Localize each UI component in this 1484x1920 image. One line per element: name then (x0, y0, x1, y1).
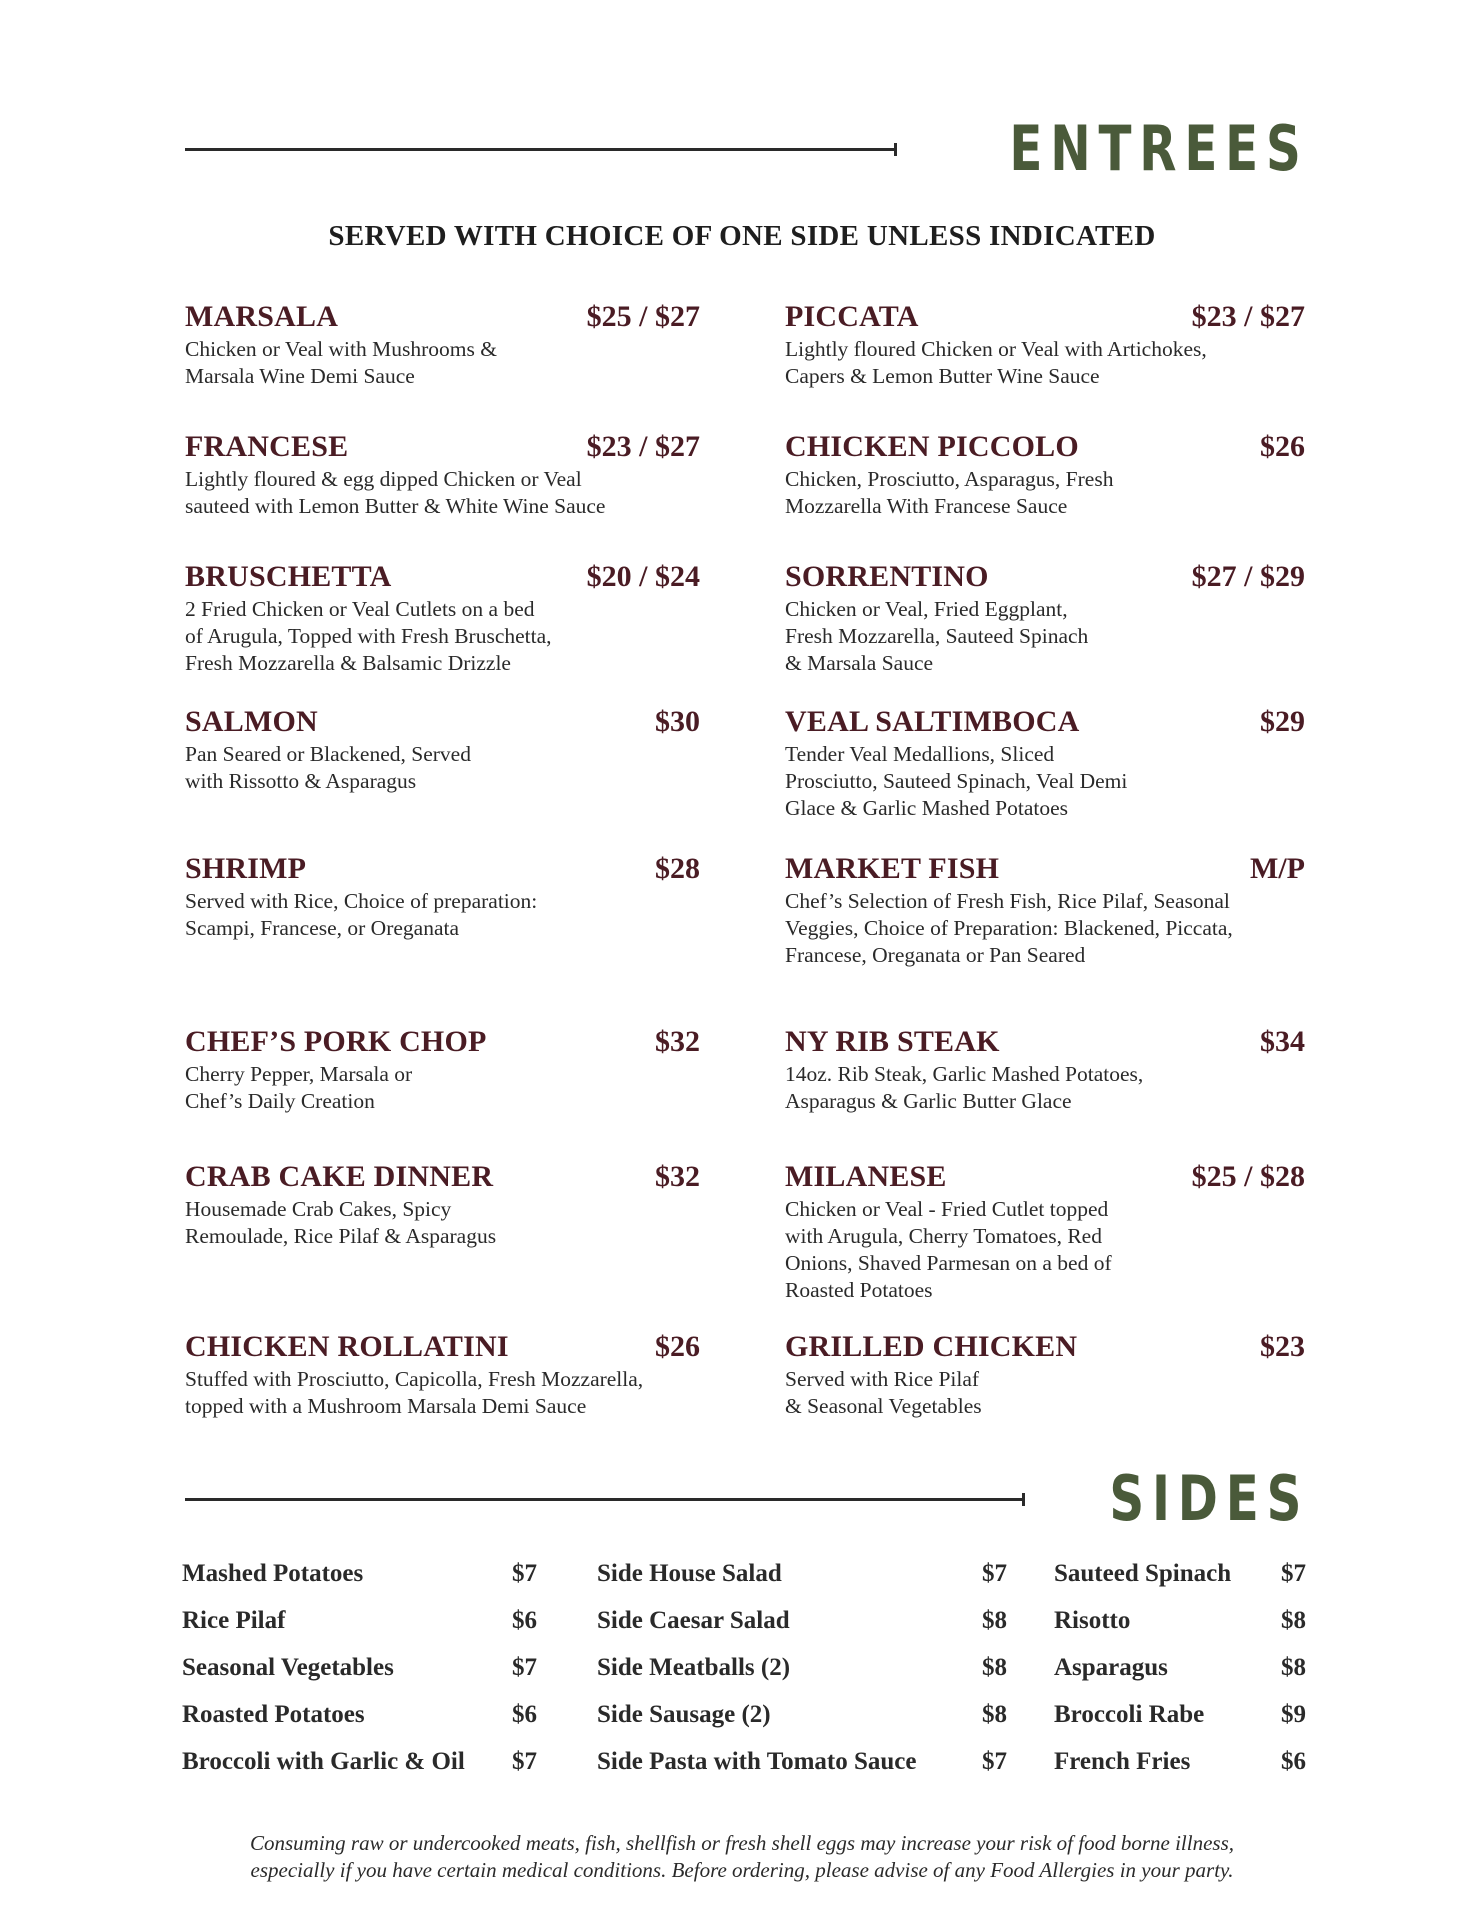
sides-column (597, 1560, 1007, 1795)
entree-item (185, 705, 700, 795)
entree-description: Chicken or Veal, Fried Eggplant, Fresh Mozzarella, Sauteed Spinach & Marsala Sauce (785, 597, 1089, 675)
entree-item (185, 852, 700, 942)
entree-description: Chicken or Veal - Fried Cutlet topped with Arugula, Cherry Tomatoes, Red Onions, Shaved Parmesan on a bed of Roasted Potatoes (785, 1197, 1112, 1302)
entree-price: $29 (1260, 705, 1305, 738)
entree-name: CHICKEN PICCOLO (785, 430, 1079, 463)
entree-price: $26 (655, 1330, 700, 1363)
entree-name: PICCATA (785, 300, 919, 333)
entree-name: CHEF’S PORK CHOP (185, 1025, 487, 1058)
entree-header (785, 560, 1305, 594)
sides-list (182, 1560, 1306, 1800)
allergy-disclaimer: Consuming raw or undercooked meats, fish, shellfish or fresh shell eggs may increase your risk of food borne illness, especially if you have certain medical conditions. Before ordering, please advise of any Food Allergies in your party. (249, 1831, 1235, 1882)
side-name: Side Pasta with Tomato Sauce (597, 1748, 917, 1775)
entree-description: Chef’s Selection of Fresh Fish, Rice Pilaf, Seasonal Veggies, Choice of Preparation: Blackened, Piccata, Francese, Oreganata or Pan Seared (785, 889, 1233, 967)
side-price: $6 (1281, 1748, 1306, 1775)
entree-price: $23 / $27 (1191, 300, 1305, 333)
sides-header (185, 1462, 1309, 1535)
sides-title: SIDES (1109, 1462, 1309, 1535)
section-rule (185, 1498, 1025, 1501)
entree-description: Pan Seared or Blackened, Served with Rissotto & Asparagus (185, 742, 471, 793)
side-price: $8 (982, 1701, 1007, 1728)
side-name: Roasted Potatoes (182, 1701, 365, 1728)
side-name: Broccoli with Garlic & Oil (182, 1748, 465, 1775)
entree-header (785, 430, 1305, 464)
entree-name: CRAB CAKE DINNER (185, 1160, 494, 1193)
side-name: Risotto (1054, 1607, 1131, 1634)
entree-item (185, 430, 700, 520)
side-name: Side Caesar Salad (597, 1607, 790, 1634)
entree-description: Chicken, Prosciutto, Asparagus, Fresh Mozzarella With Francese Sauce (785, 467, 1114, 518)
side-name: Sauteed Spinach (1054, 1560, 1232, 1587)
entree-price: $23 (1260, 1330, 1305, 1363)
entree-header (185, 560, 700, 594)
entree-item (185, 300, 700, 390)
entree-item (185, 1160, 700, 1250)
entree-header (785, 1025, 1305, 1059)
entree-header (185, 705, 700, 739)
side-price: $7 (512, 1654, 537, 1681)
entree-item (785, 705, 1305, 822)
side-item (597, 1654, 1007, 1701)
entree-price: $32 (655, 1160, 700, 1193)
side-item (182, 1701, 537, 1748)
entree-name: SHRIMP (185, 852, 307, 885)
entree-description: Served with Rice, Choice of preparation: Scampi, Francese, or Oreganata (185, 889, 538, 940)
entree-name: SALMON (185, 705, 318, 738)
entree-name: VEAL SALTIMBOCA (785, 705, 1080, 738)
side-name: Mashed Potatoes (182, 1560, 364, 1587)
side-item (1054, 1654, 1306, 1701)
side-price: $6 (512, 1607, 537, 1634)
side-price: $8 (982, 1607, 1007, 1634)
side-name: Side House Salad (597, 1560, 782, 1587)
side-item (1054, 1748, 1306, 1795)
entrees-header (185, 112, 1309, 185)
entree-header (785, 1160, 1305, 1194)
entree-name: MARSALA (185, 300, 339, 333)
side-item (597, 1607, 1007, 1654)
side-price: $8 (1281, 1607, 1306, 1634)
entree-item (785, 300, 1305, 390)
side-name: Seasonal Vegetables (182, 1654, 394, 1681)
entree-name: GRILLED CHICKEN (785, 1330, 1078, 1363)
entree-header (185, 852, 700, 886)
side-item (182, 1748, 537, 1795)
entree-item (185, 1025, 700, 1115)
entree-name: MARKET FISH (785, 852, 1000, 885)
side-price: $7 (512, 1560, 537, 1587)
entree-header (185, 1160, 700, 1194)
entree-header (785, 300, 1305, 334)
side-name: Broccoli Rabe (1054, 1701, 1205, 1728)
entree-description: Chicken or Veal with Mushrooms & Marsala Wine Demi Sauce (185, 337, 497, 388)
entree-price: M/P (1250, 852, 1305, 885)
side-item (1054, 1701, 1306, 1748)
entree-header (785, 705, 1305, 739)
entree-price: $28 (655, 852, 700, 885)
entree-description: Lightly floured & egg dipped Chicken or Veal sauteed with Lemon Butter & White Wine Sauce (185, 467, 606, 518)
entree-header (785, 1330, 1305, 1364)
entree-item (785, 1025, 1305, 1115)
side-price: $7 (982, 1560, 1007, 1587)
entree-header (185, 300, 700, 334)
entree-description: Cherry Pepper, Marsala or Chef’s Daily Creation (185, 1062, 413, 1113)
entree-price: $25 / $28 (1191, 1160, 1305, 1193)
section-rule (185, 148, 897, 151)
entree-item (785, 430, 1305, 520)
sides-column (1054, 1560, 1306, 1795)
entree-name: BRUSCHETTA (185, 560, 392, 593)
entree-price: $34 (1260, 1025, 1305, 1058)
side-price: $6 (512, 1701, 537, 1728)
side-price: $8 (982, 1654, 1007, 1681)
side-item (182, 1654, 537, 1701)
entree-header (185, 1330, 700, 1364)
side-item (1054, 1607, 1306, 1654)
entree-header (785, 852, 1305, 886)
side-item (182, 1560, 537, 1607)
entree-price: $26 (1260, 430, 1305, 463)
side-price: $8 (1281, 1654, 1306, 1681)
entree-name: CHICKEN ROLLATINI (185, 1330, 509, 1363)
side-name: Asparagus (1054, 1654, 1168, 1681)
entree-name: MILANESE (785, 1160, 947, 1193)
side-name: Side Sausage (2) (597, 1701, 771, 1728)
sides-column (182, 1560, 537, 1795)
entrees-subtitle: SERVED WITH CHOICE OF ONE SIDE UNLESS INDICATED (328, 220, 1156, 252)
entree-description: Lightly floured Chicken or Veal with Artichokes, Capers & Lemon Butter Wine Sauce (785, 337, 1207, 388)
entree-item (785, 852, 1305, 969)
entree-price: $23 / $27 (586, 430, 700, 463)
entree-description: Housemade Crab Cakes, Spicy Remoulade, Rice Pilaf & Asparagus (185, 1197, 497, 1248)
side-item (1054, 1560, 1306, 1607)
side-item (182, 1607, 537, 1654)
side-name: Side Meatballs (2) (597, 1654, 791, 1681)
entree-description: Served with Rice Pilaf & Seasonal Vegetables (785, 1367, 982, 1418)
entree-item (785, 1330, 1305, 1420)
entree-item (785, 560, 1305, 677)
side-item (597, 1748, 1007, 1795)
side-item (597, 1560, 1007, 1607)
entree-description: 2 Fried Chicken or Veal Cutlets on a bed of Arugula, Topped with Fresh Bruschetta, Fresh Mozzarella & Balsamic Drizzle (185, 597, 552, 675)
side-price: $9 (1281, 1701, 1306, 1728)
side-name: French Fries (1054, 1748, 1191, 1775)
entree-price: $32 (655, 1025, 700, 1058)
entree-price: $20 / $24 (586, 560, 700, 593)
entree-item (185, 1330, 700, 1420)
side-item (597, 1701, 1007, 1748)
entree-header (185, 430, 700, 464)
entree-header (185, 1025, 700, 1059)
side-price: $7 (1281, 1560, 1306, 1587)
entree-description: 14oz. Rib Steak, Garlic Mashed Potatoes, Asparagus & Garlic Butter Glace (785, 1062, 1144, 1113)
side-name: Rice Pilaf (182, 1607, 286, 1634)
entree-item (785, 1160, 1305, 1304)
entree-name: SORRENTINO (785, 560, 989, 593)
entrees-title: ENTREES (1009, 112, 1309, 185)
entree-name: NY RIB STEAK (785, 1025, 1000, 1058)
side-price: $7 (512, 1748, 537, 1775)
entree-description: Tender Veal Medallions, Sliced Prosciutto, Sauteed Spinach, Veal Demi Glace & Garlic Mashed Potatoes (785, 742, 1128, 820)
entree-description: Stuffed with Prosciutto, Capicolla, Fresh Mozzarella, topped with a Mushroom Marsala Demi Sauce (185, 1367, 644, 1418)
entree-name: FRANCESE (185, 430, 349, 463)
entree-price: $30 (655, 705, 700, 738)
entree-price: $25 / $27 (586, 300, 700, 333)
side-price: $7 (982, 1748, 1007, 1775)
entree-item (185, 560, 700, 677)
entree-price: $27 / $29 (1191, 560, 1305, 593)
